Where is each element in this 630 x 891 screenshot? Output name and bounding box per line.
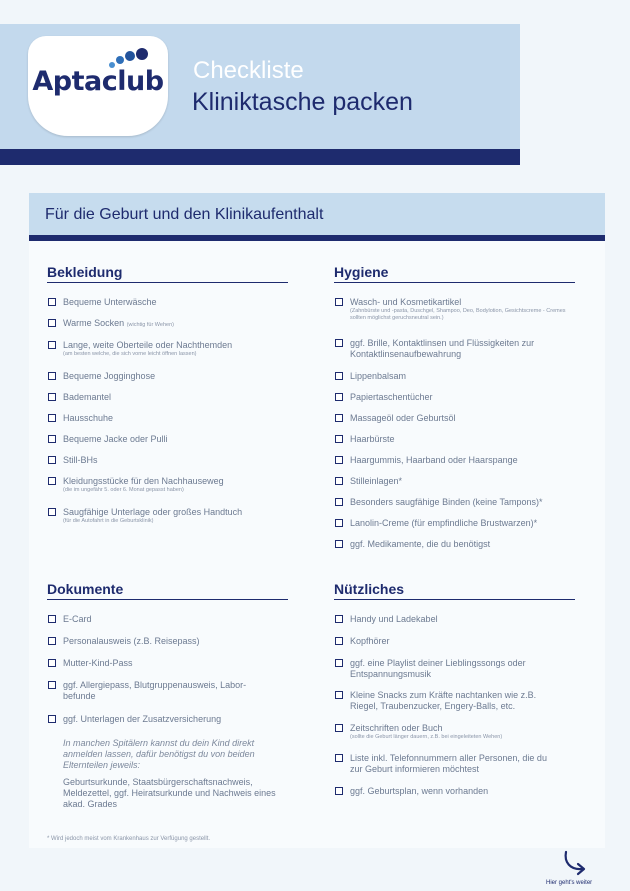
footnote: * Wird jedoch meist vom Krankenhaus zur Verfügung gestellt.	[47, 836, 211, 842]
checkbox[interactable]	[335, 691, 343, 699]
checklist-item[interactable]: Saugfähige Unterlage oder großes Handtuch (für die Autofahrt in die Geburtsklinik)	[48, 507, 242, 525]
checkbox[interactable]	[48, 681, 56, 689]
checkbox[interactable]	[335, 477, 343, 485]
section-divider	[29, 235, 605, 241]
heading-dokumente: Dokumente	[47, 581, 124, 597]
checklist-item[interactable]: ggf. Allergiepass, Blutgruppenausweis, Labor-befunde	[48, 680, 263, 702]
checklist-item[interactable]: Haargummis, Haarband oder Haarspange	[335, 455, 518, 466]
heading-bekleidung: Bekleidung	[47, 264, 123, 280]
brand-name: Aptaclub	[32, 66, 164, 97]
checklist-item[interactable]: Kopfhörer	[335, 636, 390, 647]
checkbox[interactable]	[335, 724, 343, 732]
rule-nuetzliches	[334, 599, 575, 600]
checklist-item[interactable]: Bequeme Jacke oder Pulli	[48, 434, 168, 445]
checkbox[interactable]	[48, 414, 56, 422]
checklist-item[interactable]: Papiertaschentücher	[335, 392, 433, 403]
checklist-item[interactable]: Haarbürste	[335, 434, 395, 445]
checkbox[interactable]	[335, 659, 343, 667]
checkbox[interactable]	[335, 540, 343, 548]
page-title: Kliniktasche packen	[192, 88, 413, 116]
page-subtitle: Checkliste	[193, 57, 304, 84]
registration-note: In manchen Spitälern kannst du dein Kind direkt anmelden lassen, dafür benötigst du von beiden Elternteilen jeweils:	[63, 738, 255, 770]
checkbox[interactable]	[48, 477, 56, 485]
curved-arrow-icon[interactable]	[560, 850, 590, 876]
checkbox[interactable]	[48, 341, 56, 349]
checklist-item[interactable]: Kleidungsstücke für den Nachhauseweg (die im ungefähr 5. oder 6. Monat gepasst haben)	[48, 476, 224, 494]
checkbox[interactable]	[335, 339, 343, 347]
checkbox[interactable]	[335, 435, 343, 443]
rule-dokumente	[47, 599, 288, 600]
checklist-item[interactable]: Hausschuhe	[48, 413, 113, 424]
next-page-label[interactable]: Hier geht's weiter	[546, 880, 593, 886]
checklist-item[interactable]: ggf. Geburtsplan, wenn vorhanden	[335, 786, 488, 797]
checkbox[interactable]	[335, 456, 343, 464]
checklist-item[interactable]: Liste inkl. Telefonnummern aller Personen, die du zur Geburt informieren möchtest	[335, 753, 560, 775]
checkbox[interactable]	[335, 498, 343, 506]
aptaclub-logo	[28, 36, 168, 136]
checklist-item[interactable]: Bequeme Jogginghose	[48, 371, 155, 382]
checkbox[interactable]	[48, 298, 56, 306]
checklist-item[interactable]: Warme Socken (wichtig für Wehen)	[48, 318, 174, 331]
checkbox[interactable]	[335, 519, 343, 527]
checkbox[interactable]	[48, 615, 56, 623]
heading-nuetzliches: Nützliches	[334, 581, 405, 597]
checklist-item[interactable]: Mutter-Kind-Pass	[48, 658, 133, 669]
checklist-item[interactable]: Kleine Snacks zum Kräfte nachtanken wie z.B. Riegel, Traubenzucker, Engery-Balls, etc.	[335, 690, 565, 712]
checkbox[interactable]	[48, 372, 56, 380]
checklist-item[interactable]: ggf. Brille, Kontaktlinsen und Flüssigkeiten zur Kontaktlinsenaufbewahrung	[335, 338, 575, 360]
checkbox[interactable]	[48, 715, 56, 723]
checklist-item[interactable]: Besonders saugfähige Binden (keine Tampons)*	[335, 497, 542, 508]
heading-hygiene: Hygiene	[334, 264, 389, 280]
registration-documents: Geburtsurkunde, Staatsbürgerschaftsnachweis, Meldezettel, ggf. Heiratsurkunde und Nachweis eines akad. Grades	[63, 777, 276, 809]
section-title: Für die Geburt und den Klinikaufenthalt	[45, 206, 324, 223]
rule-hygiene	[334, 282, 575, 283]
checkbox[interactable]	[48, 508, 56, 516]
checklist-item[interactable]: Handy und Ladekabel	[335, 614, 438, 625]
checklist-item[interactable]: ggf. Medikamente, die du benötigst	[335, 539, 490, 550]
checklist-item[interactable]: Lippenbalsam	[335, 371, 406, 382]
checkbox[interactable]	[335, 372, 343, 380]
checkbox[interactable]	[335, 615, 343, 623]
header-bar	[0, 149, 520, 165]
checklist-item[interactable]: Lanolin-Creme (für empfindliche Brustwarzen)*	[335, 518, 537, 529]
checklist-item[interactable]: Lange, weite Oberteile oder Nachthemden (am besten welche, die sich vorne leicht öffnen lassen)	[48, 340, 232, 358]
checkbox[interactable]	[48, 393, 56, 401]
checklist-item[interactable]: Still-BHs	[48, 455, 98, 466]
checkbox[interactable]	[335, 393, 343, 401]
checkbox[interactable]	[335, 298, 343, 306]
checklist-card	[29, 193, 605, 848]
checklist-item[interactable]: Wasch- und Kosmetikartikel (Zahnbürste und -pasta, Duschgel, Shampoo, Deo, Bodylotion, Gesichtscreme - Cremes sollten möglichst geruchsneutral sein.)	[335, 297, 575, 322]
checkbox[interactable]	[48, 319, 56, 327]
checkbox[interactable]	[48, 659, 56, 667]
checklist-item[interactable]: Bademantel	[48, 392, 111, 403]
checklist-item[interactable]: ggf. eine Playlist deiner Lieblingssongs oder Entspannungsmusik	[335, 658, 560, 680]
checkbox[interactable]	[335, 637, 343, 645]
checkbox[interactable]	[48, 637, 56, 645]
checklist-item[interactable]: Zeitschriften oder Buch (sollte die Geburt länger dauern, z.B. bei eingeleiteten Wehen)	[335, 723, 570, 741]
checklist-item[interactable]: Massageöl oder Geburtsöl	[335, 413, 456, 424]
checkbox[interactable]	[335, 414, 343, 422]
checklist-item[interactable]: Stilleinlagen*	[335, 476, 402, 487]
checkbox[interactable]	[48, 456, 56, 464]
rule-bekleidung	[47, 282, 288, 283]
checklist-item[interactable]: Bequeme Unterwäsche	[48, 297, 157, 308]
checkbox[interactable]	[335, 754, 343, 762]
checklist-item[interactable]: E-Card	[48, 614, 92, 625]
checkbox[interactable]	[48, 435, 56, 443]
checklist-item[interactable]: Personalausweis (z.B. Reisepass)	[48, 636, 200, 647]
section-header	[29, 193, 605, 235]
checklist-item[interactable]: ggf. Unterlagen der Zusatzversicherung	[48, 714, 221, 725]
checkbox[interactable]	[335, 787, 343, 795]
